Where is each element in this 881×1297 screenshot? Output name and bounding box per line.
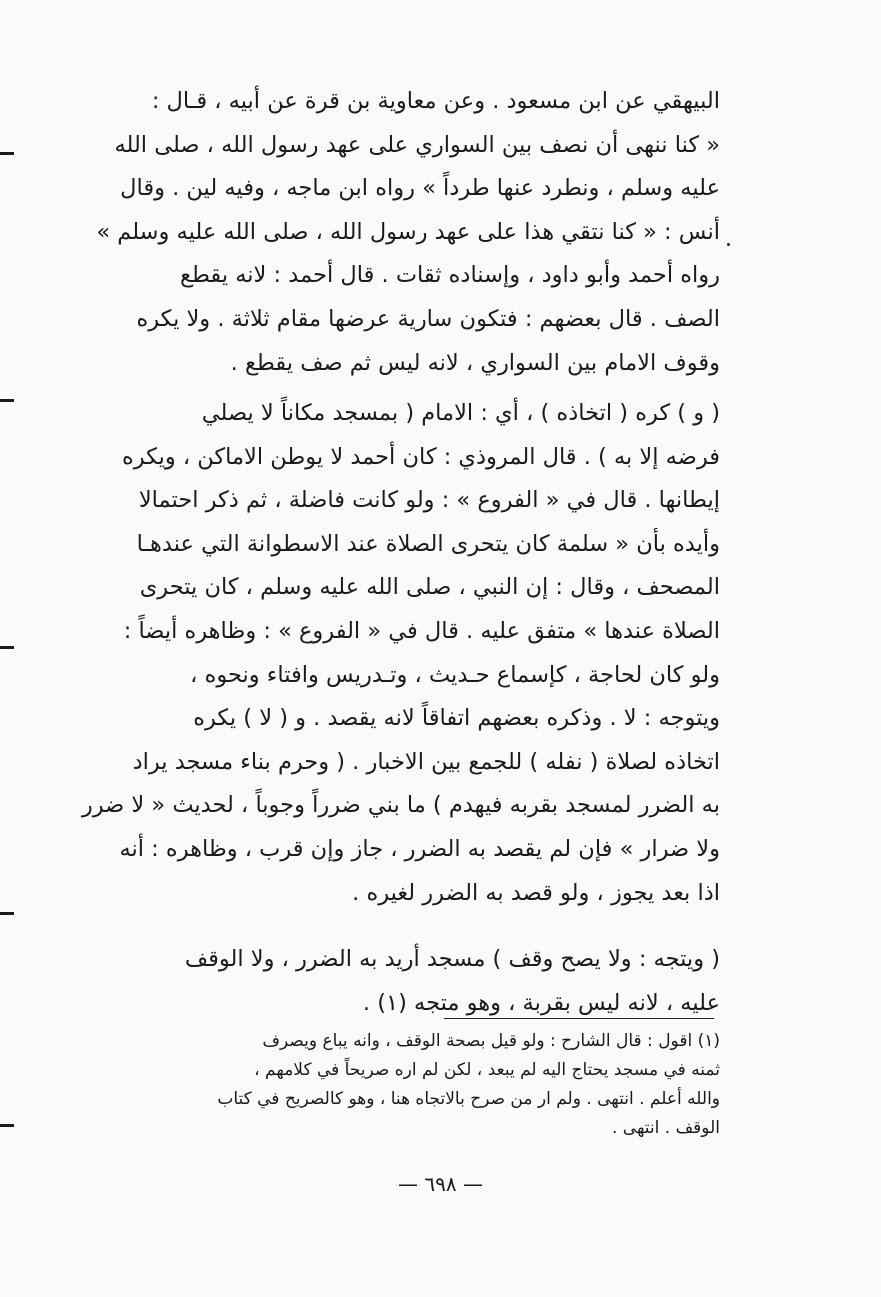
margin-dot xyxy=(727,243,730,246)
text-line: ويتوجه : لا . وذكره بعضهم اتفاقاً لانه يقصد . و ( لا ) يكره xyxy=(193,705,720,732)
text-line: إيطانها . قال في « الفروع » : ولو كانت فاضلة ، ثم ذكر احتمالا xyxy=(138,487,720,514)
margin-mark xyxy=(0,912,14,915)
text-line: فرضه إلا به ) . قال المروذي : كان أحمد لا يوطن الاماكن ، ويكره xyxy=(121,443,720,470)
text-line: عليه وسلم ، ونطرد عنها طرداً » رواه ابن ماجه ، وفيه لين . وقال xyxy=(120,175,720,202)
footnote xyxy=(70,1027,720,1143)
footnote-line: والله أعلم . انتهى . ولم ار من صرح بالاتجاه هنا ، وهو كالصريح في كتاب xyxy=(217,1089,720,1109)
text-line: الصلاة عندها » متفق عليه . قال في « الفروع » : وظاهره أيضاً : xyxy=(123,617,720,644)
text-line: وأيده بأن « سلمة كان يتحرى الصلاة عند الاسطوانة التي عندهـا xyxy=(136,530,720,557)
text-line: الصف . قال بعضهم : فتكون سارية عرضها مقام ثلاثة . ولا يكره xyxy=(136,305,720,332)
margin-mark xyxy=(0,399,14,402)
paragraph-imam-place xyxy=(70,392,720,915)
footnote-line: (١) اقول : قال الشارح : ولو قيل بصحة الوقف ، وانه يباع ويصرف xyxy=(262,1031,720,1051)
text-line: ولا ضرار » فإن لم يقصد به الضرر ، جاز وإن قرب ، وظاهره : أنه xyxy=(119,835,720,862)
text-line: وقوف الامام بين السواري ، لانه ليس ثم صف يقطع . xyxy=(230,349,720,376)
text-line: المصحف ، وقال : إن النبي ، صلى الله عليه وسلم ، كان يتحرى xyxy=(139,574,720,601)
paragraph-waqf xyxy=(70,938,720,1025)
footnote-divider xyxy=(444,1018,714,1019)
page-number: — ٦٩٨ — xyxy=(398,1172,483,1196)
text-line: أنس : « كنا نتقي هذا على عهد رسول الله ، صلى الله عليه وسلم » xyxy=(96,218,720,245)
margin-mark xyxy=(0,1124,14,1127)
footnote-line: ثمنه في مسجد يحتاج اليه لم يبعد ، لكن لم اره صريحاً في كلامهم ، xyxy=(254,1060,720,1080)
margin-mark xyxy=(0,152,14,155)
text-line: اتخاذه لصلاة ( نفله ) للجمع بين الاخبار . ( وحرم بناء مسجد يراد xyxy=(132,748,720,775)
text-line: به الضرر لمسجد بقربه فيهدم ) ما بني ضرراً وجوباً ، لحديث « لا ضرر xyxy=(81,792,720,819)
text-line: البيهقي عن ابن مسعود . وعن معاوية بن قرة عن أبيه ، قـال : xyxy=(151,88,720,114)
text-line: ( ويتجه : ولا يصح وقف ) مسجد أريد به الضرر ، ولا الوقف xyxy=(184,946,720,972)
text-line: ولو كان لحاجة ، كإسماع حـديث ، وتـدريس وافتاء ونحوه ، xyxy=(190,661,720,688)
margin-mark xyxy=(0,646,14,649)
paragraph-hadith-rows xyxy=(70,80,720,385)
text-line: « كنا ننهى أن نصف بين السواري على عهد رسول الله ، صلى الله xyxy=(114,131,720,158)
text-line: ( و ) كره ( اتخاذه ) ، أي : الامام ( بمسجد مكاناً لا يصلي xyxy=(201,400,720,426)
text-line: رواه أحمد وأبو داود ، وإسناده ثقات . قال أحمد : لانه يقطع xyxy=(180,262,720,289)
footnote-line: الوقف . انتهى . xyxy=(611,1118,720,1138)
text-line: اذا بعد يجوز ، ولو قصد به الضرر لغيره . xyxy=(352,879,720,906)
text-line: عليه ، لانه ليس بقربة ، وهو متجه (١) . xyxy=(362,989,720,1016)
